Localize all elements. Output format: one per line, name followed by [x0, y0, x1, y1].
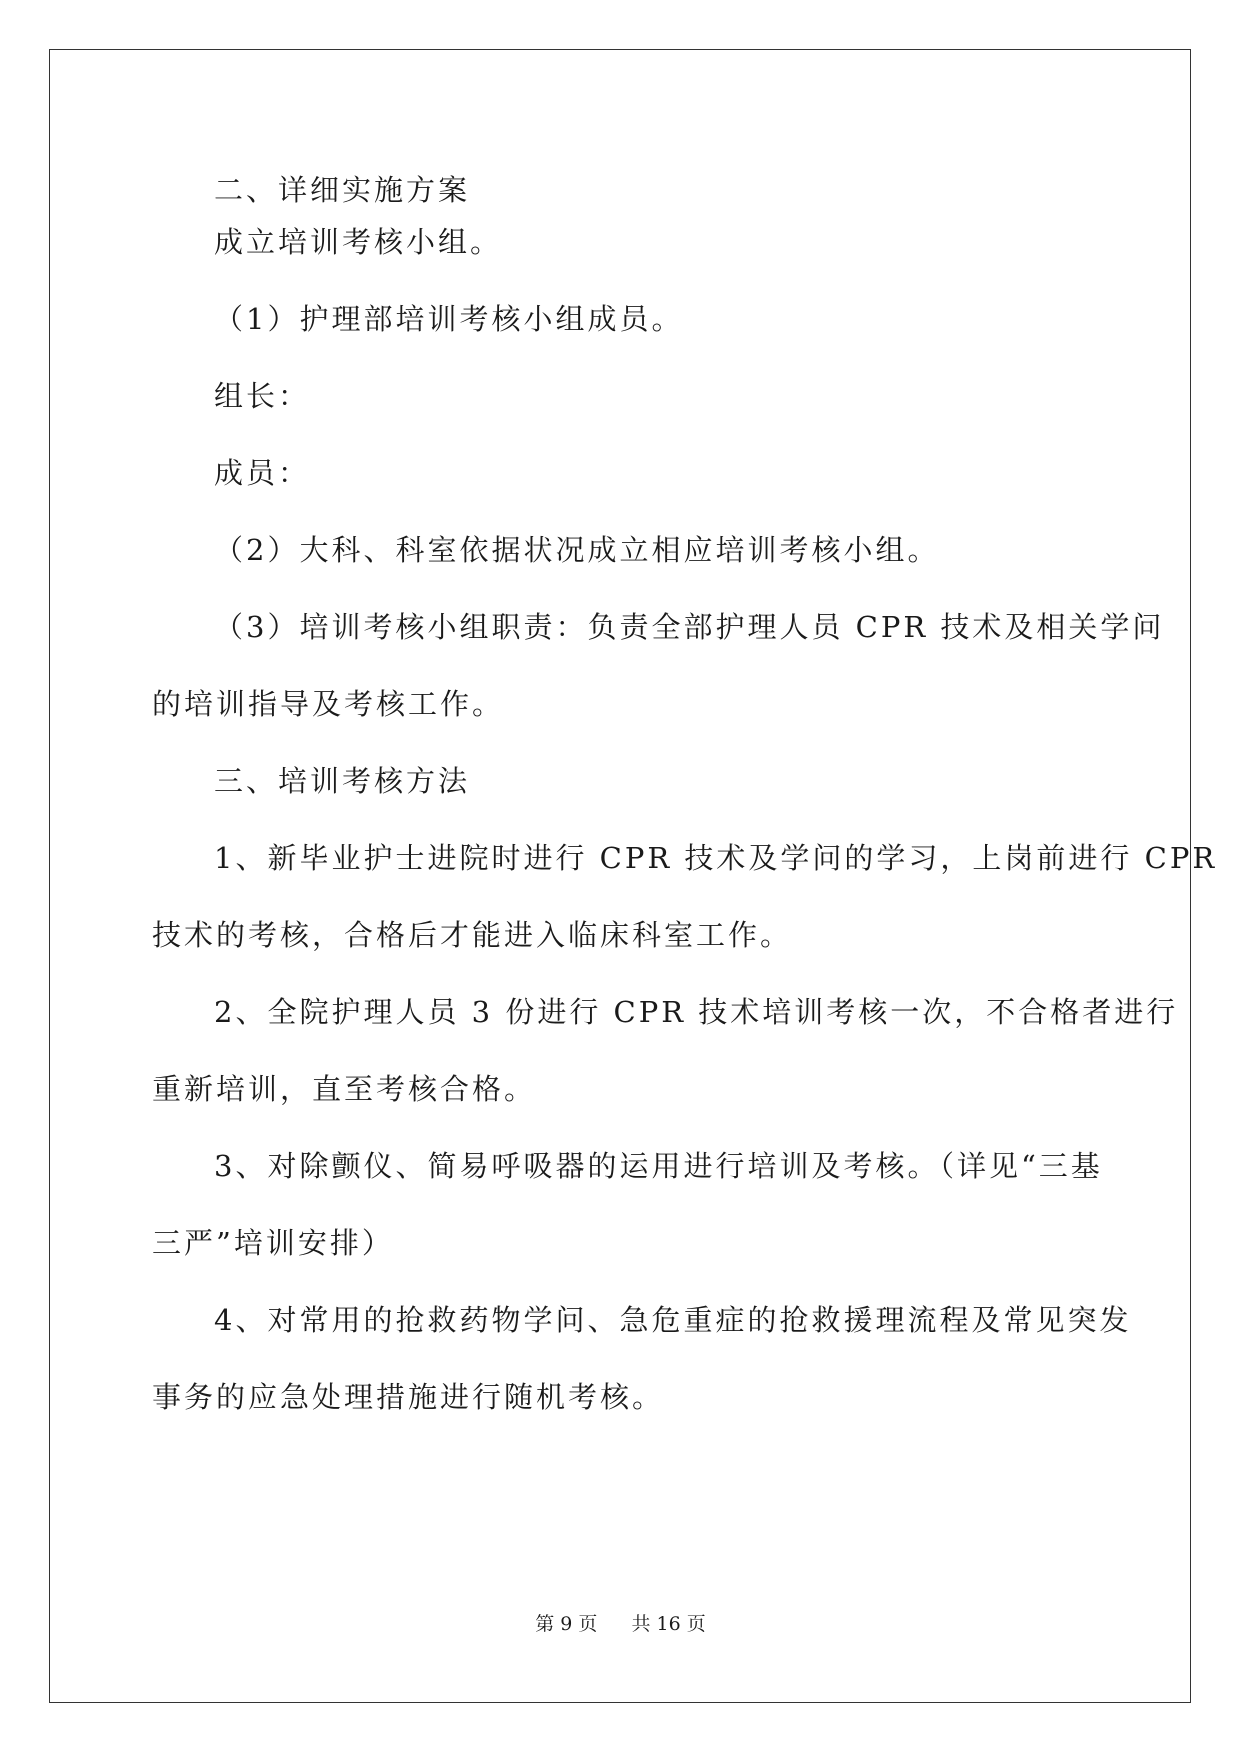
paragraph: 成员： [214, 456, 311, 490]
paragraph-continuation: 技术的考核，合格后才能进入临床科室工作。 [152, 918, 793, 952]
paragraph: 组长： [214, 379, 311, 413]
paragraph-continuation: 的培训指导及考核工作。 [152, 687, 505, 721]
paragraph-continuation: 重新培训，直至考核合格。 [152, 1072, 537, 1106]
section-heading-implementation: 二、详细实施方案 [214, 173, 471, 207]
paragraph-continuation: 三严”培训安排） [152, 1226, 394, 1260]
paragraph: 4、对常用的抢救药物学问、急危重症的抢救援理流程及常见突发 [214, 1303, 1132, 1337]
paragraph: （1）护理部培训考核小组成员。 [214, 302, 684, 336]
page-total: 共 16 页 [631, 1613, 706, 1635]
section-heading-methods: 三、培训考核方法 [214, 764, 471, 798]
paragraph: 1、新毕业护士进院时进行 CPR 技术及学问的学习，上岗前进行 CPR [214, 841, 1218, 875]
paragraph: 2、全院护理人员 3 份进行 CPR 技术培训考核一次，不合格者进行 [214, 995, 1179, 1029]
paragraph: 3、对除颤仪、简易呼吸器的运用进行培训及考核。（详见“三基 [214, 1149, 1103, 1183]
page-footer [0, 1612, 1241, 1636]
paragraph: （3）培训考核小组职责：负责全部护理人员 CPR 技术及相关学问 [214, 610, 1165, 644]
page-number: 第 9 页 [535, 1613, 598, 1635]
paragraph: 成立培训考核小组。 [214, 225, 503, 259]
paragraph-continuation: 事务的应急处理措施进行随机考核。 [152, 1380, 665, 1414]
paragraph: （2）大科、科室依据状况成立相应培训考核小组。 [214, 533, 940, 567]
